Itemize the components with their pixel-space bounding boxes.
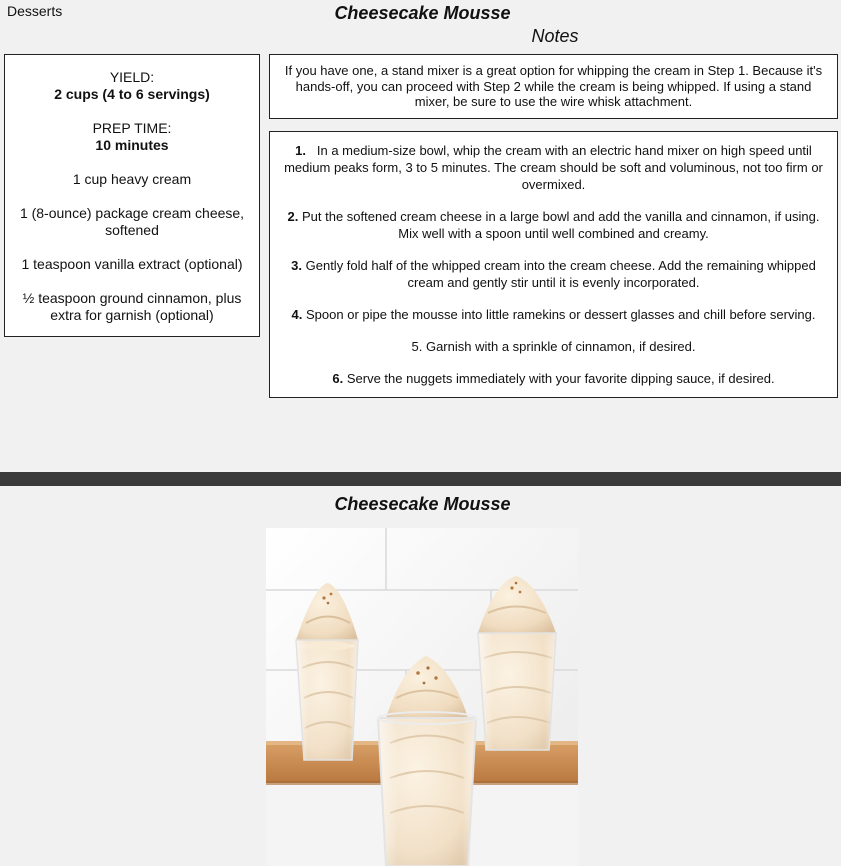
step-number: 4. — [291, 307, 303, 322]
ingredient-item: 1 (8-ounce) package cream cheese, softened — [19, 205, 245, 238]
ingredient-item: 1 cup heavy cream — [72, 171, 192, 187]
yield-block — [5, 69, 259, 103]
category-label: Desserts — [7, 3, 63, 19]
step-text: Put the softened cream cheese in a large bowl and add the vanilla and cinnamon, if using. Mix well with a spoon until well combined and creamy. — [302, 209, 820, 241]
step-item — [278, 208, 829, 242]
step-number: 6. — [332, 371, 344, 386]
notes-text: If you have one, a stand mixer is a great option for whipping the cream in Step 1. Because it's hands-off, you can proceed with Step 2 while the cream is being whipped. If using a stand mixer, be sure to use the wire whisk attachment. — [284, 63, 823, 109]
step-item — [278, 257, 829, 291]
notes-panel — [269, 54, 838, 119]
prep-time-block — [5, 120, 259, 154]
ingredient-item: ½ teaspoon ground cinnamon, plus extra for garnish (optional) — [22, 290, 242, 323]
step-text: Serve the nuggets immediately with your favorite dipping sauce, if desired. — [346, 371, 775, 386]
step-item — [278, 338, 829, 355]
prep-time-value: 10 minutes — [95, 137, 169, 153]
step-text: Garnish with a sprinkle of cinnamon, if desired. — [425, 339, 696, 354]
step-item — [278, 142, 829, 193]
step-item — [278, 370, 829, 387]
recipe-title: Cheesecake Mousse — [334, 3, 511, 23]
notes-heading: Notes — [531, 26, 579, 46]
ingredients-panel — [4, 54, 260, 337]
step-text: Spoon or pipe the mousse into little ramekins or dessert glasses and chill before serving. — [306, 307, 816, 322]
yield-label: YIELD: — [109, 69, 155, 85]
page-divider — [0, 472, 841, 486]
step-number: 3. — [291, 258, 302, 273]
ingredient-item: 1 teaspoon vanilla extract (optional) — [21, 256, 243, 272]
prep-time-label: PREP TIME: — [92, 120, 172, 136]
step-number: 2. — [287, 209, 299, 224]
step-number: 1. — [295, 143, 307, 158]
step-number: 5. — [411, 339, 423, 354]
yield-value: 2 cups (4 to 6 servings) — [54, 86, 210, 102]
step-text: Gently fold half of the whipped cream into the cream cheese. Add the remaining whipped cream and gently stir until it is evenly incorporated. — [305, 258, 816, 290]
recipe-photo — [266, 528, 578, 866]
step-item — [278, 306, 829, 323]
instructions-panel — [269, 131, 838, 398]
step-text: In a medium-size bowl, whip the cream with an electric hand mixer on high speed until medium peaks form, 3 to 5 minutes. The cream should be soft and voluminous, not too firm or overmixed. — [284, 143, 823, 192]
recipe-title-secondary: Cheesecake Mousse — [334, 494, 511, 514]
